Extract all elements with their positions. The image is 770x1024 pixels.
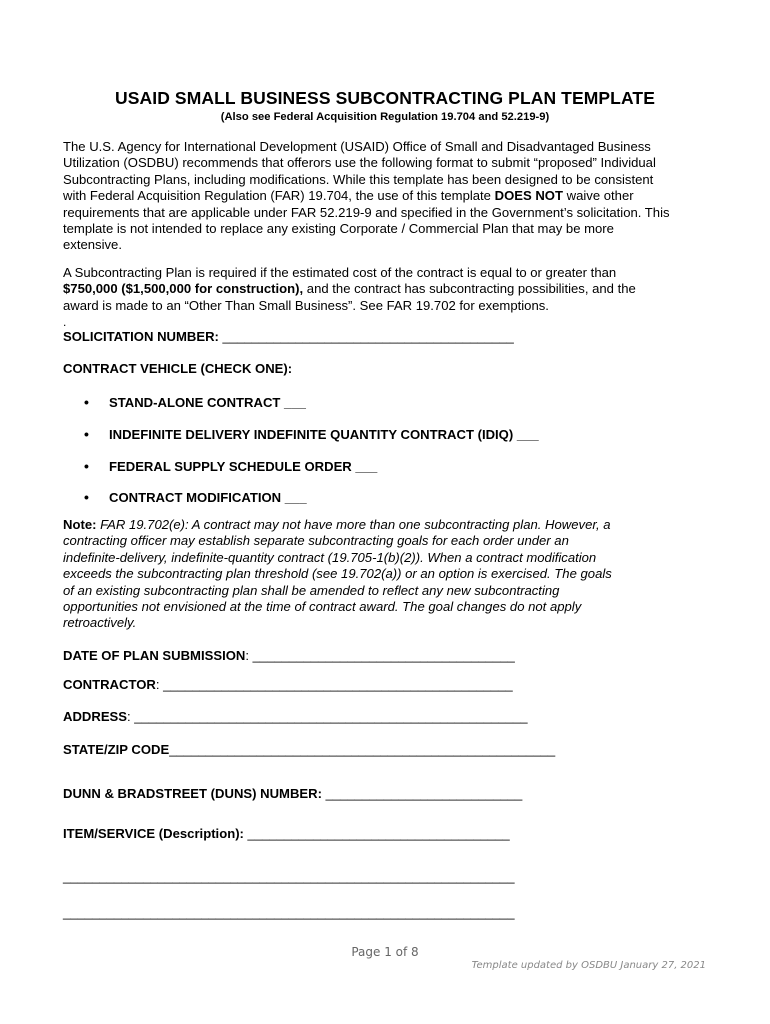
document-title: USAID SMALL BUSINESS SUBCONTRACTING PLAN TEMPLATE <box>115 88 655 108</box>
note-line: contracting officer may establish separate subcontracting goals for each order under an <box>63 533 569 549</box>
address-blank[interactable]: : ______________________________________________________ <box>127 709 528 724</box>
item-service-label: ITEM/SERVICE (Description): <box>63 826 244 841</box>
intro-line: requirements that are applicable under FAR 52.219-9 and specified in the Government’s solicitation. This <box>63 204 670 220</box>
note-line: retroactively. <box>63 615 137 631</box>
duns-number-field[interactable] <box>63 786 522 801</box>
vehicle-option-standalone[interactable] <box>84 394 306 410</box>
vehicle-option-label: CONTRACT MODIFICATION ___ <box>109 490 307 505</box>
address-label: ADDRESS <box>63 709 128 724</box>
intro-line: template is not intended to replace any existing Corporate / Commercial Plan that may be more <box>63 221 614 237</box>
intro-line: The U.S. Agency for International Development (USAID) Office of Small and Disadvantaged Business <box>63 139 651 154</box>
note-line: indefinite-delivery, indefinite-quantity contract (19.705-1(b)(2)). When a contract modification <box>63 549 597 565</box>
note-text: FAR 19.702(e): A contract may not have more than one subcontracting plan. However, a <box>96 517 611 532</box>
date-label: DATE OF PLAN SUBMISSION <box>63 648 246 663</box>
note-line: opportunities not envisioned at the time of contract award. The goal changes do not apply <box>63 599 582 615</box>
intro-line: Utilization (OSDBU) recommends that offerors use the following format to submit “proposed” Individual <box>63 155 656 171</box>
contractor-blank[interactable]: : ________________________________________________ <box>155 677 513 692</box>
solicitation-number-field[interactable] <box>63 329 514 344</box>
note-paragraph <box>63 517 723 632</box>
intro-paragraph <box>63 139 713 254</box>
template-updated-note: Template updated by OSDBU January 27, 2021 <box>471 960 706 971</box>
contractor-field[interactable] <box>63 677 513 692</box>
intro-line-text: waive other <box>563 188 634 204</box>
stray-dot: . <box>63 315 67 329</box>
requirement-line <box>63 281 713 297</box>
page-number: Page 1 of 8 <box>351 945 419 959</box>
bullet-icon: • <box>84 458 89 474</box>
duns-blank[interactable]: ___________________________ <box>321 786 523 801</box>
intro-line: extensive. <box>63 237 122 253</box>
item-service-field[interactable] <box>63 826 510 841</box>
requirement-line: award is made to an “Other Than Small Business”. See FAR 19.702 for exemptions. <box>63 297 549 313</box>
threshold-amount: $750,000 ($1,500,000 for construction), <box>63 281 304 297</box>
requirement-paragraph <box>63 265 713 314</box>
item-service-blank[interactable]: ____________________________________ <box>243 826 510 841</box>
intro-line <box>63 188 713 204</box>
bullet-icon: • <box>84 426 89 442</box>
bullet-icon: • <box>84 394 89 410</box>
duns-label: DUNN & BRADSTREET (DUNS) NUMBER: <box>63 786 322 801</box>
solicitation-label: SOLICITATION NUMBER: <box>63 329 219 344</box>
vehicle-option-label: FEDERAL SUPPLY SCHEDULE ORDER ___ <box>109 459 378 474</box>
description-blank-line[interactable]: ______________________________________________________________ <box>63 905 515 920</box>
note-line: of an existing subcontracting plan shall be amended to reflect any new subcontracting <box>63 582 560 598</box>
document-subtitle: (Also see Federal Acquisition Regulation 19.704 and 52.219-9) <box>220 111 550 123</box>
contractor-label: CONTRACTOR <box>63 677 156 692</box>
vehicle-option-label: INDEFINITE DELIVERY INDEFINITE QUANTITY CONTRACT (IDIQ) ___ <box>109 427 539 442</box>
note-line: exceeds the subcontracting plan threshold (see 19.702(a)) or an option is exercised. The goals <box>63 566 612 582</box>
state-zip-field[interactable] <box>63 742 555 757</box>
vehicle-option-modification[interactable] <box>84 489 307 505</box>
requirement-line: A Subcontracting Plan is required if the estimated cost of the contract is equal to or greater than <box>63 265 617 280</box>
vehicle-option-fss[interactable] <box>84 458 377 474</box>
note-line <box>63 517 723 533</box>
description-blank-line[interactable]: ______________________________________________________________ <box>63 869 515 884</box>
intro-line: Subcontracting Plans, including modifications. While this template has been designed to be consistent <box>63 171 654 187</box>
note-lead: Note: <box>63 517 97 532</box>
requirement-line-text: and the contract has subcontracting possibilities, and the <box>303 281 636 297</box>
date-of-plan-field[interactable] <box>63 648 515 663</box>
intro-line-text: with Federal Acquisition Regulation (FAR) 19.704, the use of this template <box>63 188 495 204</box>
date-blank[interactable]: : ____________________________________ <box>245 648 515 663</box>
state-zip-label: STATE/ZIP CODE <box>63 742 170 757</box>
address-field[interactable] <box>63 709 528 724</box>
intro-emphasis: DOES NOT <box>494 188 563 204</box>
state-zip-blank[interactable]: _____________________________________________________ <box>169 742 556 757</box>
bullet-icon: • <box>84 489 89 505</box>
vehicle-option-label: STAND-ALONE CONTRACT ___ <box>109 395 306 410</box>
vehicle-option-idiq[interactable] <box>84 426 539 442</box>
solicitation-blank[interactable]: ________________________________________ <box>218 329 514 344</box>
contract-vehicle-label: CONTRACT VEHICLE (CHECK ONE): <box>63 361 293 376</box>
